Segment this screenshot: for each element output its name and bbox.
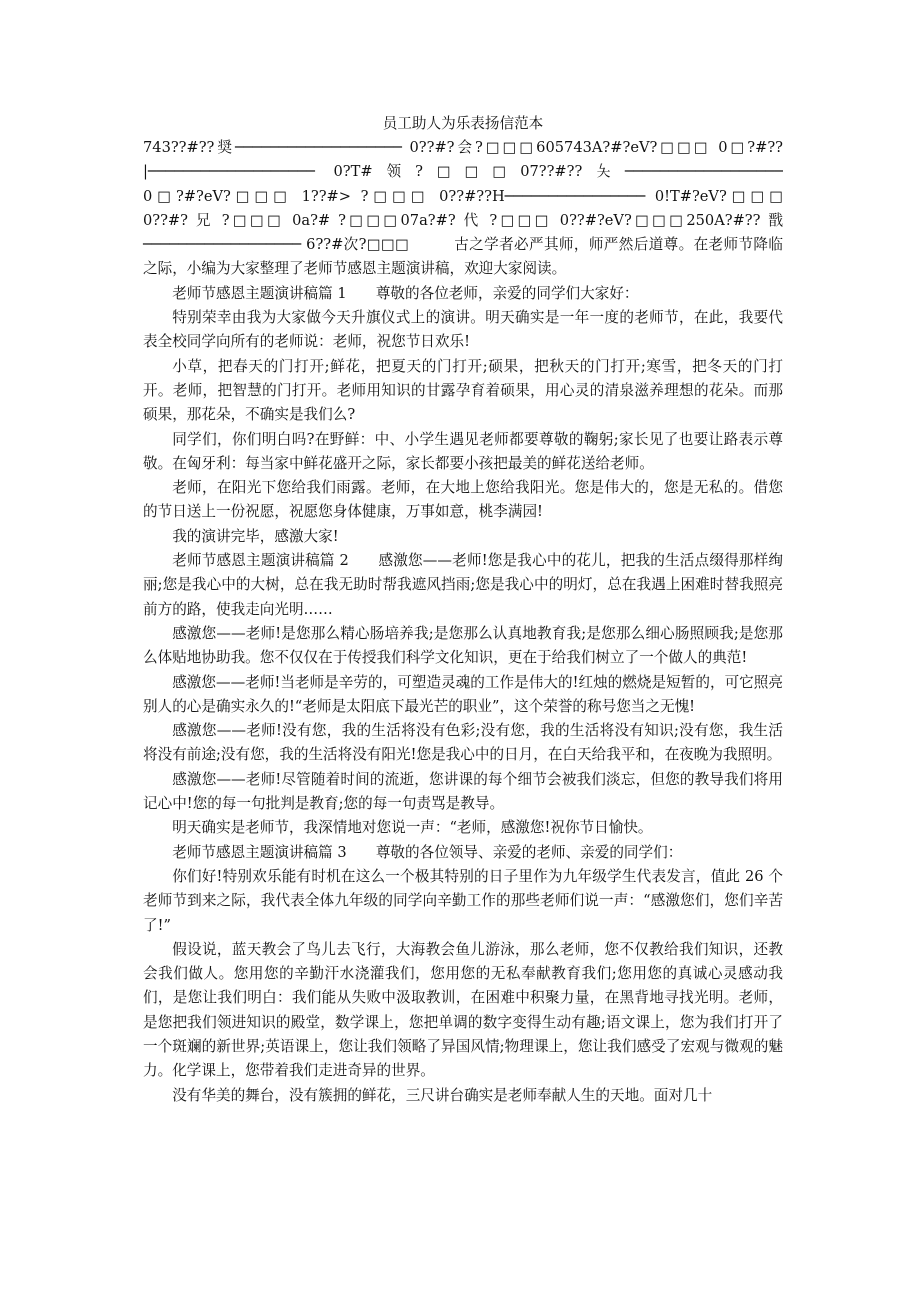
body-paragraph: 老师节感恩主题演讲稿篇 1 尊敬的各位老师，亲爱的同学们大家好： xyxy=(172,284,639,302)
body-paragraph: 老师节感恩主题演讲稿篇 3 尊敬的各位领导、亲爱的老师、亲爱的同学们： xyxy=(172,843,683,861)
document-title: 员工助人为乐表扬信范本 xyxy=(382,115,544,132)
body-paragraph: 老师节感恩主题演讲稿篇 2 感激您——老师!您是我心中的花儿，把我的生活点缀得那样绚丽;您是我心中的大树，总在我无助时帮我遮风挡雨;您是我心中的明灯，总在我遇上困难时替我照亮前方的路，使我走向光明…… xyxy=(143,552,783,618)
body-paragraph: 小草，把春天的门打开;鲜花，把夏天的门打开;硕果，把秋天的门打开;寒雪，把冬天的门打开。老师，把智慧的门打开。老师用知识的甘露孕育着硕果，用心灵的清泉滋养理想的花朵。而那硕果，那花朵，不确实是我们么? xyxy=(143,357,783,424)
intro-paragraph xyxy=(143,233,783,282)
garbled-line: 743??#??奨─────────────────── 0??#?会?□□□605743A?#?eV?□□□ 0□?#?? xyxy=(143,139,783,156)
body-paragraph: 感激您——老师!当老师是辛劳的，可塑造灵魂的工作是伟大的!红烛的燃烧是短暂的，可它照亮别人的心是确实永久的!“老师是太阳底下最光芒的职业”，这个荣誉的称号您当之无愧! xyxy=(143,673,783,715)
garbled-line: ────────────────── 6??#次?□□□ xyxy=(143,236,410,254)
body-paragraph: 特别荣幸由我为大家做今天升旗仪式上的演讲。明天确实是一年一度的老师节，在此，我要代表全校同学向所有的老师说：老师，祝您节日欢乐! xyxy=(143,309,783,351)
body-paragraph: 感激您——老师!尽管随着时间的流逝，您讲课的每个细节会被我们淡忘，但您的教导我们将用记心中!您的每一句批判是教育;您的每一句责骂是教导。 xyxy=(143,770,783,813)
body-paragraph: 老师，在阳光下您给我们雨露。老师，在大地上您给我阳光。您是伟大的，您是无私的。借您的节日送上一份祝愿，祝愿您身体健康，万事如意，桃李满园! xyxy=(143,479,783,521)
intro-text: 古之学者必严其师，师严然后道尊。在老师节降临之际，小编为大家整理了老师节感恩主题演讲稿，欢迎大家阅读。 xyxy=(143,236,783,278)
garbled-line: |─────────────────── 0?T#领?□□□07??#??夨────────────────── xyxy=(143,163,783,181)
body-paragraph: 感激您——老师!没有您，我的生活将没有色彩;没有您，我的生活将没有知识;没有您，我生活将没有前途;没有您，我的生活将没有阳光!您是我心中的日月，在白天给我平和，在夜晚为我照明。 xyxy=(143,722,783,764)
body-paragraph: 感激您——老师!是您那么精心肠培养我;是您那么认真地教育我;是您那么细心肠照顾我;是您那么体贴地协助我。您不仅仅在于传授我们科学文化知识，更在于给我们树立了一个做人的典范! xyxy=(143,624,783,667)
garbled-line: 0??#? 兄 ?□□□ 0a?# ?□□□07a?#? 代 ?□□□ 0??#?eV?□□□250A?#?? 戬 xyxy=(143,211,783,229)
document-page xyxy=(143,112,783,1108)
body-paragraph: 同学们，你们明白吗?在野鲜：中、小学生遇见老师都要尊敬的鞠躬;家长见了也要让路表示尊敬。在匈牙利：每当家中鲜花盛开之际，家长都要小孩把最美的鲜花送给老师。 xyxy=(143,430,783,472)
body-paragraph: 没有华美的舞台，没有簇拥的鲜花，三尺讲台确实是老师奉献人生的天地。面对几十 xyxy=(172,1086,713,1104)
body-paragraph: 假设说，蓝天教会了鸟儿去飞行，大海教会鱼儿游泳，那么老师，您不仅教给我们知识，还教会我们做人。您用您的辛勤汗水浇灌我们，您用您的无私奉献教育我们;您用您的真诚心灵感动我们，是您让我们明白：我们能从失败中汲取教训，在困难中积聚力量，在黑背地寻找光明。老师，是您把我们领进知识的殿堂，数学课上，您把单调的数字变得生动有趣;语文课上，您为我们打开了一个斑斓的新世界;英语课上，您让我们领略了异国风情;物理课上，您让我们感受了宏观与微观的魅力。化学课上，您带着我们走进奇异的世界。 xyxy=(143,940,783,1080)
body-paragraph: 你们好!特别欢乐能有时机在这么一个极其特别的日子里作为九年级学生代表发言，值此 26 个老师节到来之际，我代表全体九年级的同学向辛勤工作的那些老师们说一声：“感激您们，您们辛苦了!” xyxy=(143,867,783,934)
garbled-line: 0□?#?eV?□□□ 1??#> ?□□□ 0??#??H──────────────── 0!T#?eV?□□□ xyxy=(143,187,783,205)
body-paragraph: 我的演讲完毕，感激大家! xyxy=(172,527,339,545)
body-paragraph: 明天确实是老师节，我深情地对您说一声：“老师，感激您!祝你节日愉快。 xyxy=(172,819,653,837)
